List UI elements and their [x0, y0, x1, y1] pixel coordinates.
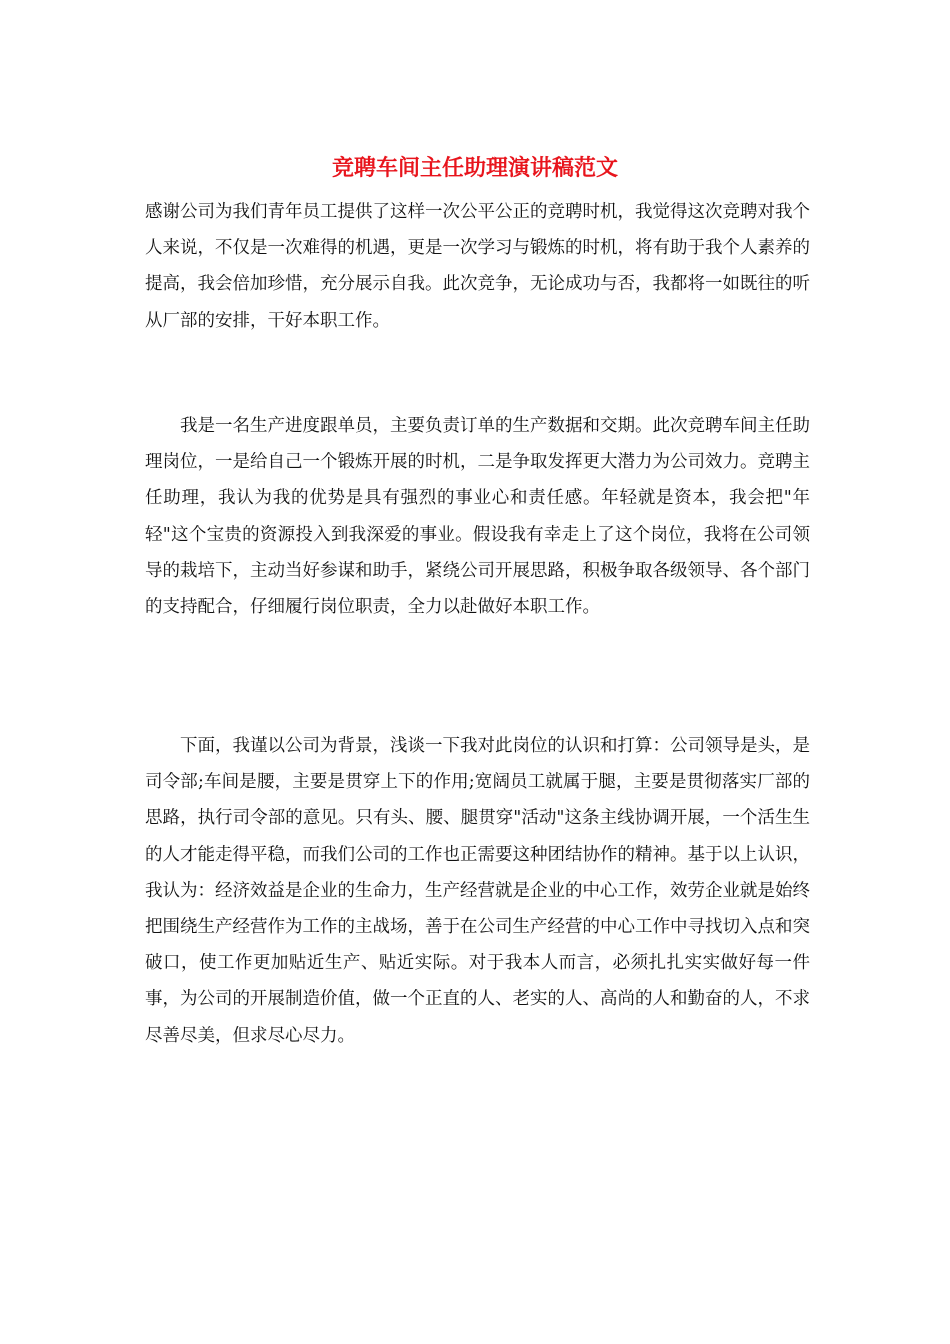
paragraph-understanding-and-plan: 下面，我谨以公司为背景，浅谈一下我对此岗位的认识和打算：公司领导是头，是司令部;车间是腰，主要是贯穿上下的作用;宽阔员工就属于腿，主要是贯彻落实厂部的思路，执行司令部的意见。只有头、腰、腿贯穿"活动"这条主线协调开展，一个活生生的人才能走得平稳，而我们公司的工作也正需要这种团结协作的精神。基于以上认识，我认为：经济效益是企业的生命力，生产经营就是企业的中心工作，效劳企业就是始终把围绕生产经营作为工作的主战场，善于在公司生产经营的中心工作中寻找切入点和突破口，使工作更加贴近生产、贴近实际。对于我本人而言，必须扎扎实实做好每一件事，为公司的开展制造价值，做一个正直的人、老实的人、高尚的人和勤奋的人，不求尽善尽美，但求尽心尽力。 [145, 736, 810, 1046]
paragraph-self-introduction: 我是一名生产进度跟单员，主要负责订单的生产数据和交期。此次竞聘车间主任助理岗位，一是给自己一个锻炼开展的时机，二是争取发挥更大潜力为公司效力。竞聘主任助理，我认为我的优势是具有强烈的事业心和责任感。年轻就是资本，我会把"年轻"这个宝贵的资源投入到我深爱的事业。假设我有幸走上了这个岗位，我将在公司领导的栽培下，主动当好参谋和助手，紧绕公司开展思路，积极争取各级领导、各个部门的支持配合，仔细履行岗位职责，全力以赴做好本职工作。 [145, 416, 810, 618]
paragraph-intro: 感谢公司为我们青年员工提供了这样一次公平公正的竞聘时机，我觉得这次竞聘对我个人来说，不仅是一次难得的机遇，更是一次学习与锻炼的时机，将有助于我个人素养的提高，我会倍加珍惜，充分展示自我。此次竞争，无论成功与否，我都将一如既往的听从厂部的安排，干好本职工作。 [145, 202, 810, 331]
document-title: 竞聘车间主任助理演讲稿范文 [331, 155, 618, 181]
